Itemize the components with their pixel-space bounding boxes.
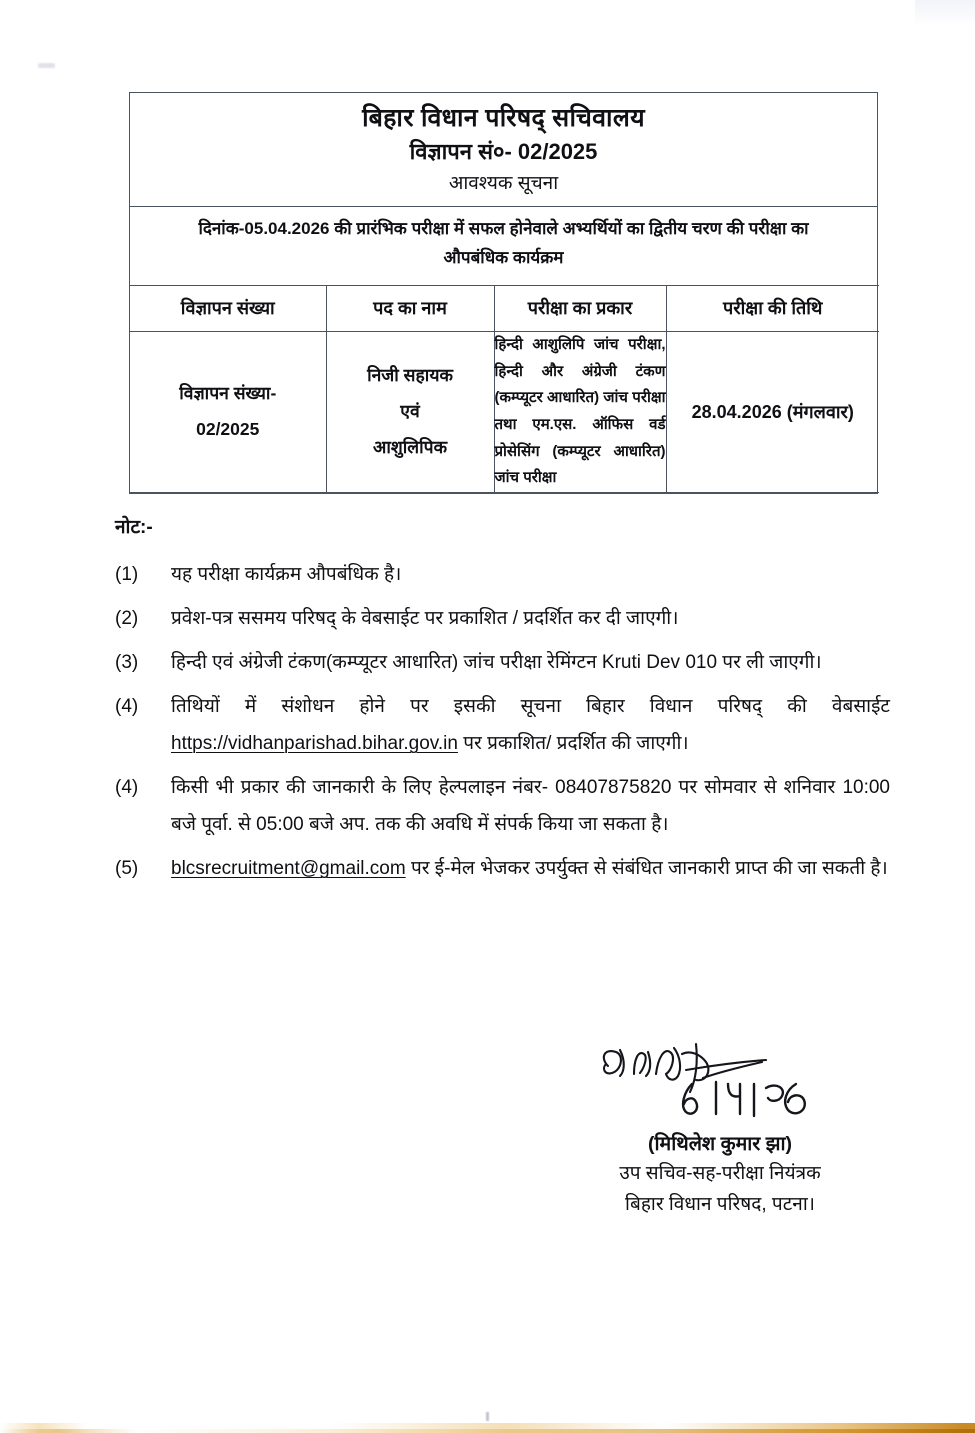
vidhanparishad-website-link[interactable]: https://vidhanparishad.bihar.gov.in [171, 733, 458, 755]
exam-schedule-table [130, 285, 879, 493]
note-number: (5) [115, 858, 139, 880]
note-text: प्रवेश-पत्र ससमय परिषद् के वेबसाईट पर प्रकाशित / प्रदर्शित कर दी जाएगी। [171, 608, 679, 630]
list-item [115, 688, 890, 762]
exam-date-value: 28.04.2026 (मंगलवार) [691, 402, 854, 423]
list-item [115, 556, 890, 593]
table-row [130, 332, 879, 493]
note-text [171, 688, 890, 762]
note-text: हिन्दी एवं अंग्रेजी टंकण(कम्प्यूटर आधारित) जांच परीक्षा रेमिंग्टन Kruti Dev 010 पर ली जाएगी। [171, 652, 822, 674]
notice-label: आवश्यक सूचना [448, 173, 559, 195]
scan-edge-strip-bottom-inner [0, 1429, 975, 1433]
note-text [171, 850, 890, 887]
signature-block [520, 1040, 920, 1221]
handwritten-signature [590, 1040, 850, 1136]
note-number: (4) [115, 696, 139, 718]
cell-advertisement-number [130, 332, 326, 493]
cell-exam-type [494, 332, 666, 493]
page-title: बिहार विधान परिषद् सचिवालय [362, 104, 645, 132]
table-header-row [130, 286, 879, 332]
cell-exam-date [666, 332, 879, 493]
column-header-exam-type: परीक्षा का प्रकार [494, 286, 666, 332]
notice-box [129, 92, 878, 494]
post-name-value: निजी सहायक एवं आशुलिपिक [367, 365, 453, 457]
note-text-after-link: पर ई-मेल भेजकर उपर्युक्त से संबंधित जानकारी प्राप्त की जा सकती है। [405, 858, 888, 880]
list-item [115, 850, 890, 887]
advertisement-number-title: विज्ञापन सं०- 02/2025 [409, 138, 598, 164]
note-number: (3) [115, 652, 139, 674]
notes-list [115, 556, 890, 894]
list-item [115, 600, 890, 637]
signatory-name: (मिथिलेश कुमार झा) [648, 1133, 792, 1155]
note-text-before-link: तिथियों में संशोधन होने पर इसकी सूचना बिहार विधान परिषद् की वेबसाईट [171, 696, 890, 718]
column-header-exam-date: परीक्षा की तिथि [666, 286, 879, 332]
signatory-designation: उप सचिव-सह-परीक्षा नियंत्रक [619, 1163, 821, 1185]
list-item [115, 644, 890, 681]
document-header [130, 93, 877, 206]
exam-type-value: हिन्दी आशुलिपि जांच परीक्षा, हिन्दी और अंग्रेजी टंकण (कम्प्यूटर आधारित) जांच परीक्षा तथा एम.एस. ऑफिस वर्ड प्रोसेसिंग (कम्प्यूटर आधारित) जांच परीक्षा [494, 336, 666, 487]
recruitment-email-link[interactable]: blcsrecruitment@gmail.com [171, 858, 406, 880]
note-text: यह परीक्षा कार्यक्रम औपबंधिक है। [171, 564, 402, 585]
column-header-post-name: पद का नाम [326, 286, 494, 332]
note-text-after-link: पर प्रकाशित/ प्रदर्शित की जाएगी। [457, 733, 689, 755]
scan-artifact-speck [38, 63, 55, 68]
subtitle-line-1: दिनांक-05.04.2026 की प्रारंभिक परीक्षा में सफल होनेवाले अभ्यर्थियों का द्वितीय चरण की परीक्षा का [198, 218, 809, 238]
scan-edge-tint-top [915, 0, 975, 26]
document-subtitle [130, 206, 877, 286]
scan-artifact-speck-bottom [486, 1412, 489, 1421]
column-header-advertisement-number: विज्ञापन संख्या [130, 286, 326, 332]
notes-heading: नोट:- [115, 517, 153, 538]
subtitle-line-2: औपबंधिक कार्यक्रम [443, 248, 564, 268]
signatory-organization: बिहार विधान परिषद, पटना। [625, 1194, 815, 1216]
list-item [115, 769, 890, 843]
note-number: (4) [115, 777, 139, 799]
advertisement-number-value: विज्ञापन संख्या- 02/2025 [179, 383, 277, 440]
note-number: (2) [115, 608, 139, 630]
note-number: (1) [115, 564, 139, 585]
note-text: किसी भी प्रकार की जानकारी के लिए हेल्पलाइन नंबर- 08407875820 पर सोमवार से शनिवार 10:00 बजे पूर्वा. से 05:00 बजे अप. तक की अवधि में संपर्क किया जा सकता है। [171, 777, 890, 836]
cell-post-name [326, 332, 494, 493]
